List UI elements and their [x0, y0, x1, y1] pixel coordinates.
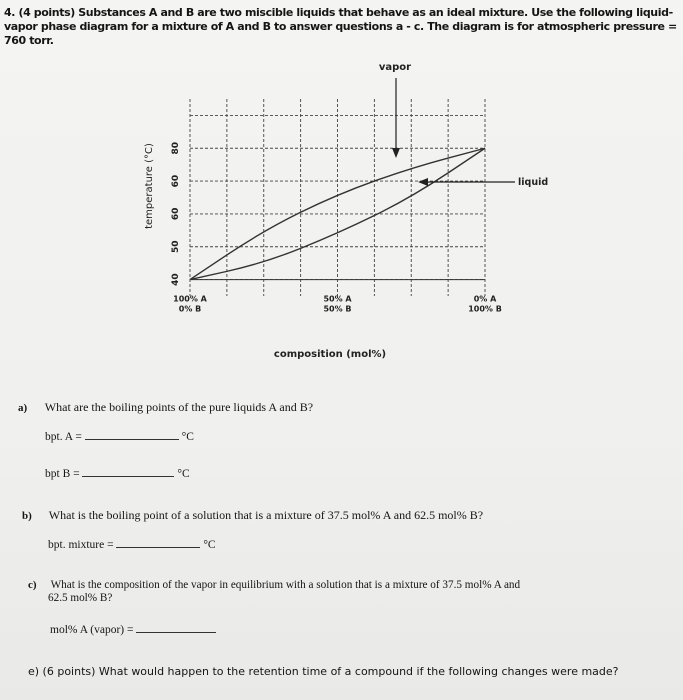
bpt-mixture-label: bpt. mixture =	[48, 539, 114, 551]
bpt-a-label: bpt. A =	[45, 431, 82, 443]
question-text: Substances A and B are two miscible liquids that behave as an ideal mixture. Use the following liquid-vapor phase diagram for a mixture of A and B to answer questions a - c. The diagram is for atmospheric pressure = 760 torr.	[4, 6, 677, 47]
y-tick-label: 40	[171, 273, 181, 286]
y-tick-label: 60	[171, 174, 181, 188]
bpt-a-line	[45, 431, 194, 443]
vapor-arrowhead	[392, 148, 400, 158]
mol-a-vapor-label: mol% A (vapor) =	[50, 624, 134, 636]
x-tick-label-top: 0% A	[473, 294, 497, 304]
bpt-mixture-blank[interactable]	[116, 547, 200, 548]
bpt-b-line	[45, 468, 190, 480]
bpt-b-label: bpt B =	[45, 468, 80, 480]
y-tick-label: 80	[171, 141, 181, 155]
mol-a-vapor-blank[interactable]	[136, 632, 216, 633]
part-c	[28, 579, 520, 591]
x-tick-label-bottom: 50% B	[323, 304, 352, 314]
phase-diagram	[130, 56, 550, 366]
vapor-label: vapor	[378, 62, 412, 73]
liquid-label: liquid	[518, 177, 549, 188]
part-b-question: What is the boiling point of a solution that is a mixture of 37.5 mol% A and 62.5 mol% B?	[48, 508, 484, 522]
y-tick-label: 60	[171, 207, 181, 221]
part-c-continued	[48, 592, 112, 604]
bpt-mixture-unit: °C	[203, 539, 216, 551]
y-axis-label: temperature (°C)	[144, 143, 155, 229]
x-tick-label-top: 100% A	[173, 294, 207, 304]
part-b-label: b)	[22, 510, 32, 522]
y-tick-label: 50	[171, 240, 181, 254]
part-a-question: What are the boiling points of the pure liquids A and B?	[44, 400, 314, 414]
part-b	[22, 508, 483, 523]
bpt-a-blank[interactable]	[85, 439, 179, 440]
part-a	[18, 400, 313, 415]
x-tick-label-top: 50% A	[323, 294, 352, 304]
liquid-arrowhead	[418, 178, 428, 186]
chart-grid	[190, 99, 485, 296]
bpt-mixture-line	[48, 539, 216, 551]
part-e-question: e) (6 points) What would happen to the retention time of a compound if the following changes were made?	[28, 665, 619, 678]
part-a-label: a)	[18, 402, 28, 414]
question-number: 4. (4 points)	[4, 6, 75, 19]
question-header	[4, 6, 678, 48]
part-e	[28, 665, 619, 678]
bpt-b-unit: °C	[177, 468, 190, 480]
x-tick-label-bottom: 0% B	[178, 304, 202, 314]
x-axis-label: composition (mol%)	[273, 349, 387, 360]
x-tick-label-bottom: 100% B	[468, 304, 502, 314]
mol-a-vapor-line	[50, 624, 216, 636]
bpt-b-blank[interactable]	[82, 476, 174, 477]
part-c-question-line1: What is the composition of the vapor in equilibrium with a solution that is a mixture of 37.5 mol% A and	[50, 579, 521, 591]
part-c-label: c)	[28, 579, 37, 591]
bpt-a-unit: °C	[181, 431, 194, 443]
part-c-question-line2: 62.5 mol% B?	[48, 592, 113, 604]
